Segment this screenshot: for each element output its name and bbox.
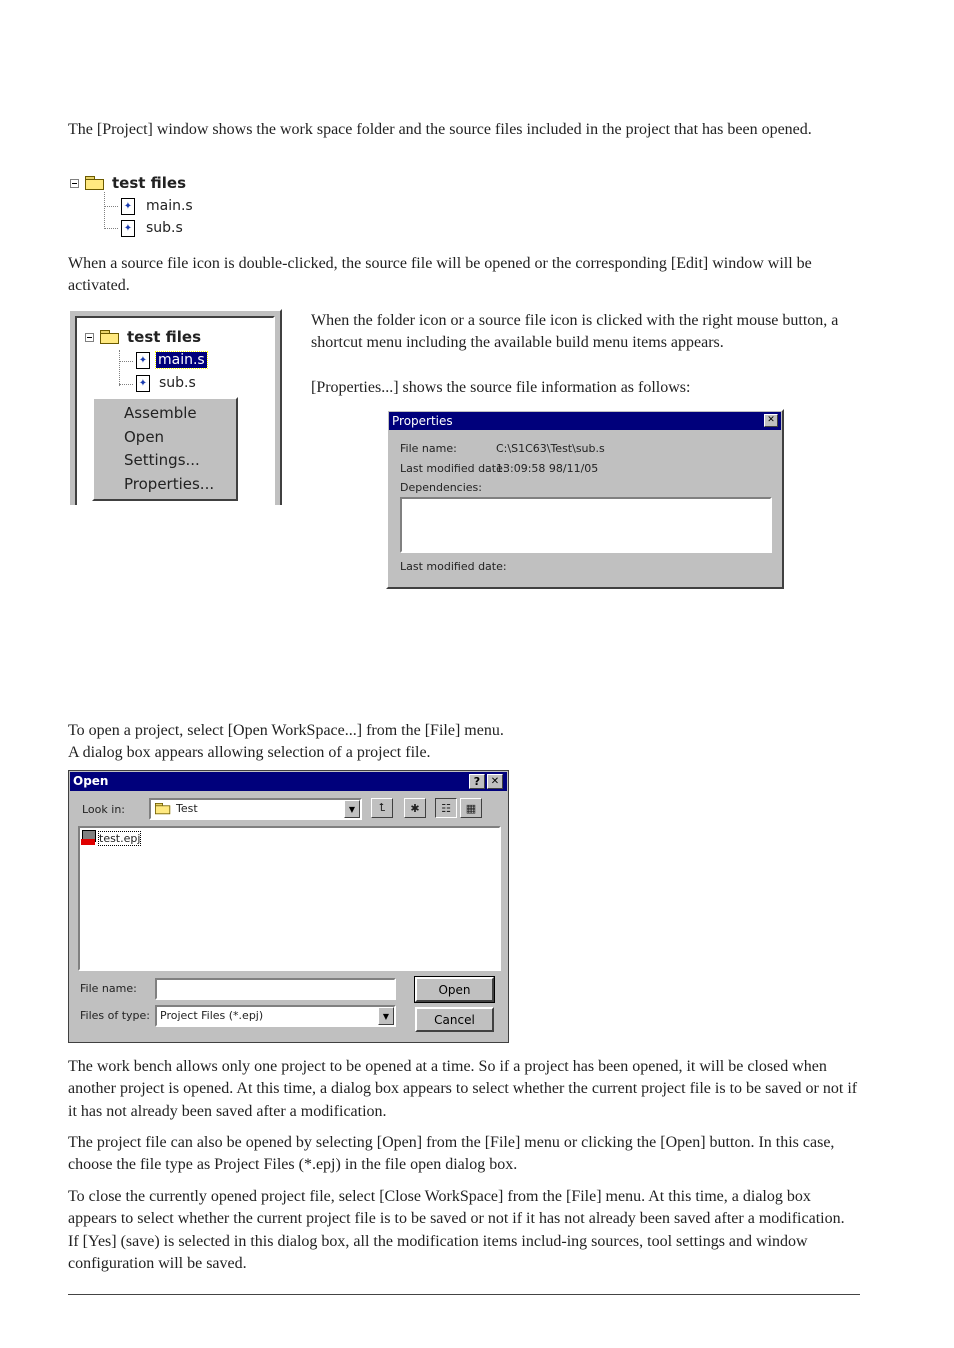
tree-file-sub[interactable]: [136, 373, 196, 393]
properties-paragraph: [Properties...] shows the source file information as follows:: [311, 379, 691, 396]
source-file-icon: [136, 375, 150, 392]
file-label: main.s: [146, 198, 193, 214]
properties-title: Properties: [392, 414, 453, 428]
modified-label: Last modified date:: [400, 462, 507, 475]
project-window: [68, 309, 282, 505]
tree-file-main[interactable]: [121, 196, 193, 216]
cancel-button[interactable]: Cancel: [415, 1007, 494, 1032]
dialog-appears-paragraph: A dialog box appears allowing selection of a project file.: [68, 744, 431, 761]
open-dialog: [68, 770, 509, 1043]
intro-paragraph: The [Project] window shows the work space folder and the source files included in the project that has been opened.: [68, 121, 812, 138]
dependencies-list[interactable]: [400, 497, 772, 553]
dropdown-arrow-icon[interactable]: ▼: [378, 1007, 394, 1025]
up-folder-icon[interactable]: ⮤: [371, 798, 393, 818]
file-type-value: Project Files (*.epj): [160, 1009, 264, 1022]
open-title: Open: [73, 774, 109, 788]
list-view-icon[interactable]: ☷: [435, 798, 457, 818]
collapse-icon[interactable]: [85, 333, 94, 342]
file-name-input[interactable]: [155, 978, 396, 1000]
tree-file-main-selected[interactable]: [136, 350, 207, 370]
right-click-paragraph: When the folder icon or a source file icon is clicked with the right mouse button, a shortcut menu including the available build menu items appears.: [311, 312, 839, 352]
tree-folder-row[interactable]: [70, 173, 186, 193]
new-folder-icon[interactable]: ✱: [404, 798, 426, 818]
tree-file-sub[interactable]: [121, 218, 183, 238]
folder-label: test files: [112, 174, 187, 192]
file-name-label: File name:: [80, 982, 137, 995]
alt-open-paragraph: The project file can also be opened by selecting [Open] from the [File] menu or clicking the [Open] button. In this case, choose the file type as Project Files (*.epj) in the file open dialog box.: [68, 1134, 835, 1174]
folder-icon: [100, 330, 120, 345]
context-menu: [92, 397, 238, 501]
double-click-paragraph: When a source file icon is double-clicked, the source file will be opened or the corresponding [Edit] window will be activated.: [68, 255, 812, 295]
look-in-value: Test: [176, 802, 198, 815]
open-button[interactable]: Open: [415, 977, 494, 1002]
file-item-label: test.epj: [99, 831, 141, 845]
file-item[interactable]: [81, 830, 140, 846]
source-file-icon: [136, 352, 150, 369]
dropdown-arrow-icon[interactable]: ▼: [344, 800, 360, 818]
file-list[interactable]: [78, 826, 501, 971]
folder-label: test files: [127, 328, 202, 346]
tree-folder-row[interactable]: [85, 327, 201, 347]
file-label-selected: main.s: [158, 352, 205, 368]
modified-value: 13:09:58 98/11/05: [496, 462, 599, 475]
file-label: sub.s: [159, 375, 196, 391]
folder-icon: [85, 176, 105, 191]
dep-modified-label: Last modified date:: [400, 560, 507, 573]
collapse-icon[interactable]: [70, 179, 79, 188]
file-type-select[interactable]: [155, 1005, 396, 1027]
look-in-label: Look in:: [82, 803, 125, 816]
project-file-icon: [81, 830, 97, 846]
source-file-icon: [121, 198, 135, 215]
menu-item-properties[interactable]: Properties...: [124, 474, 215, 493]
folder-icon: [155, 803, 171, 815]
properties-dialog: [386, 409, 784, 589]
file-name-label: File name:: [400, 442, 457, 455]
close-project-paragraph: To close the currently opened project file, select [Close WorkSpace] from the [File] menu. At this time, a dialog box appears to select whether the current project file is to be saved or not if it has not already been saved after a modification. If [Yes] (save) is selected in this dialog box, all the modification items includ-ing sources, tool settings and window configuration will be saved.: [68, 1188, 845, 1272]
look-in-select[interactable]: [149, 798, 362, 820]
properties-titlebar: [389, 412, 781, 430]
menu-item-open[interactable]: Open: [124, 427, 165, 446]
dependencies-label: Dependencies:: [400, 481, 482, 494]
open-project-paragraph: To open a project, select [Open WorkSpace...] from the [File] menu.: [68, 722, 504, 739]
file-type-label: Files of type:: [80, 1009, 151, 1022]
source-file-icon: [121, 220, 135, 237]
menu-item-settings[interactable]: Settings...: [124, 451, 200, 469]
close-icon[interactable]: ✕: [764, 414, 778, 427]
footer-rule: [68, 1294, 860, 1295]
one-project-paragraph: The work bench allows only one project to be opened at a time. So if a project has been opened, it will be closed when another project is opened. At this time, a dialog box appears to select whether the current project file is to be saved or not if it has not already been saved after a modification.: [68, 1058, 858, 1120]
close-icon[interactable]: ✕: [487, 774, 503, 789]
file-label: sub.s: [146, 220, 183, 236]
file-name-value: C:\S1C63\Test\sub.s: [496, 442, 605, 455]
help-icon[interactable]: ?: [469, 774, 485, 789]
details-view-icon[interactable]: ▦: [460, 798, 482, 818]
open-titlebar: [70, 772, 507, 791]
menu-item-assemble[interactable]: Assemble: [124, 404, 197, 422]
